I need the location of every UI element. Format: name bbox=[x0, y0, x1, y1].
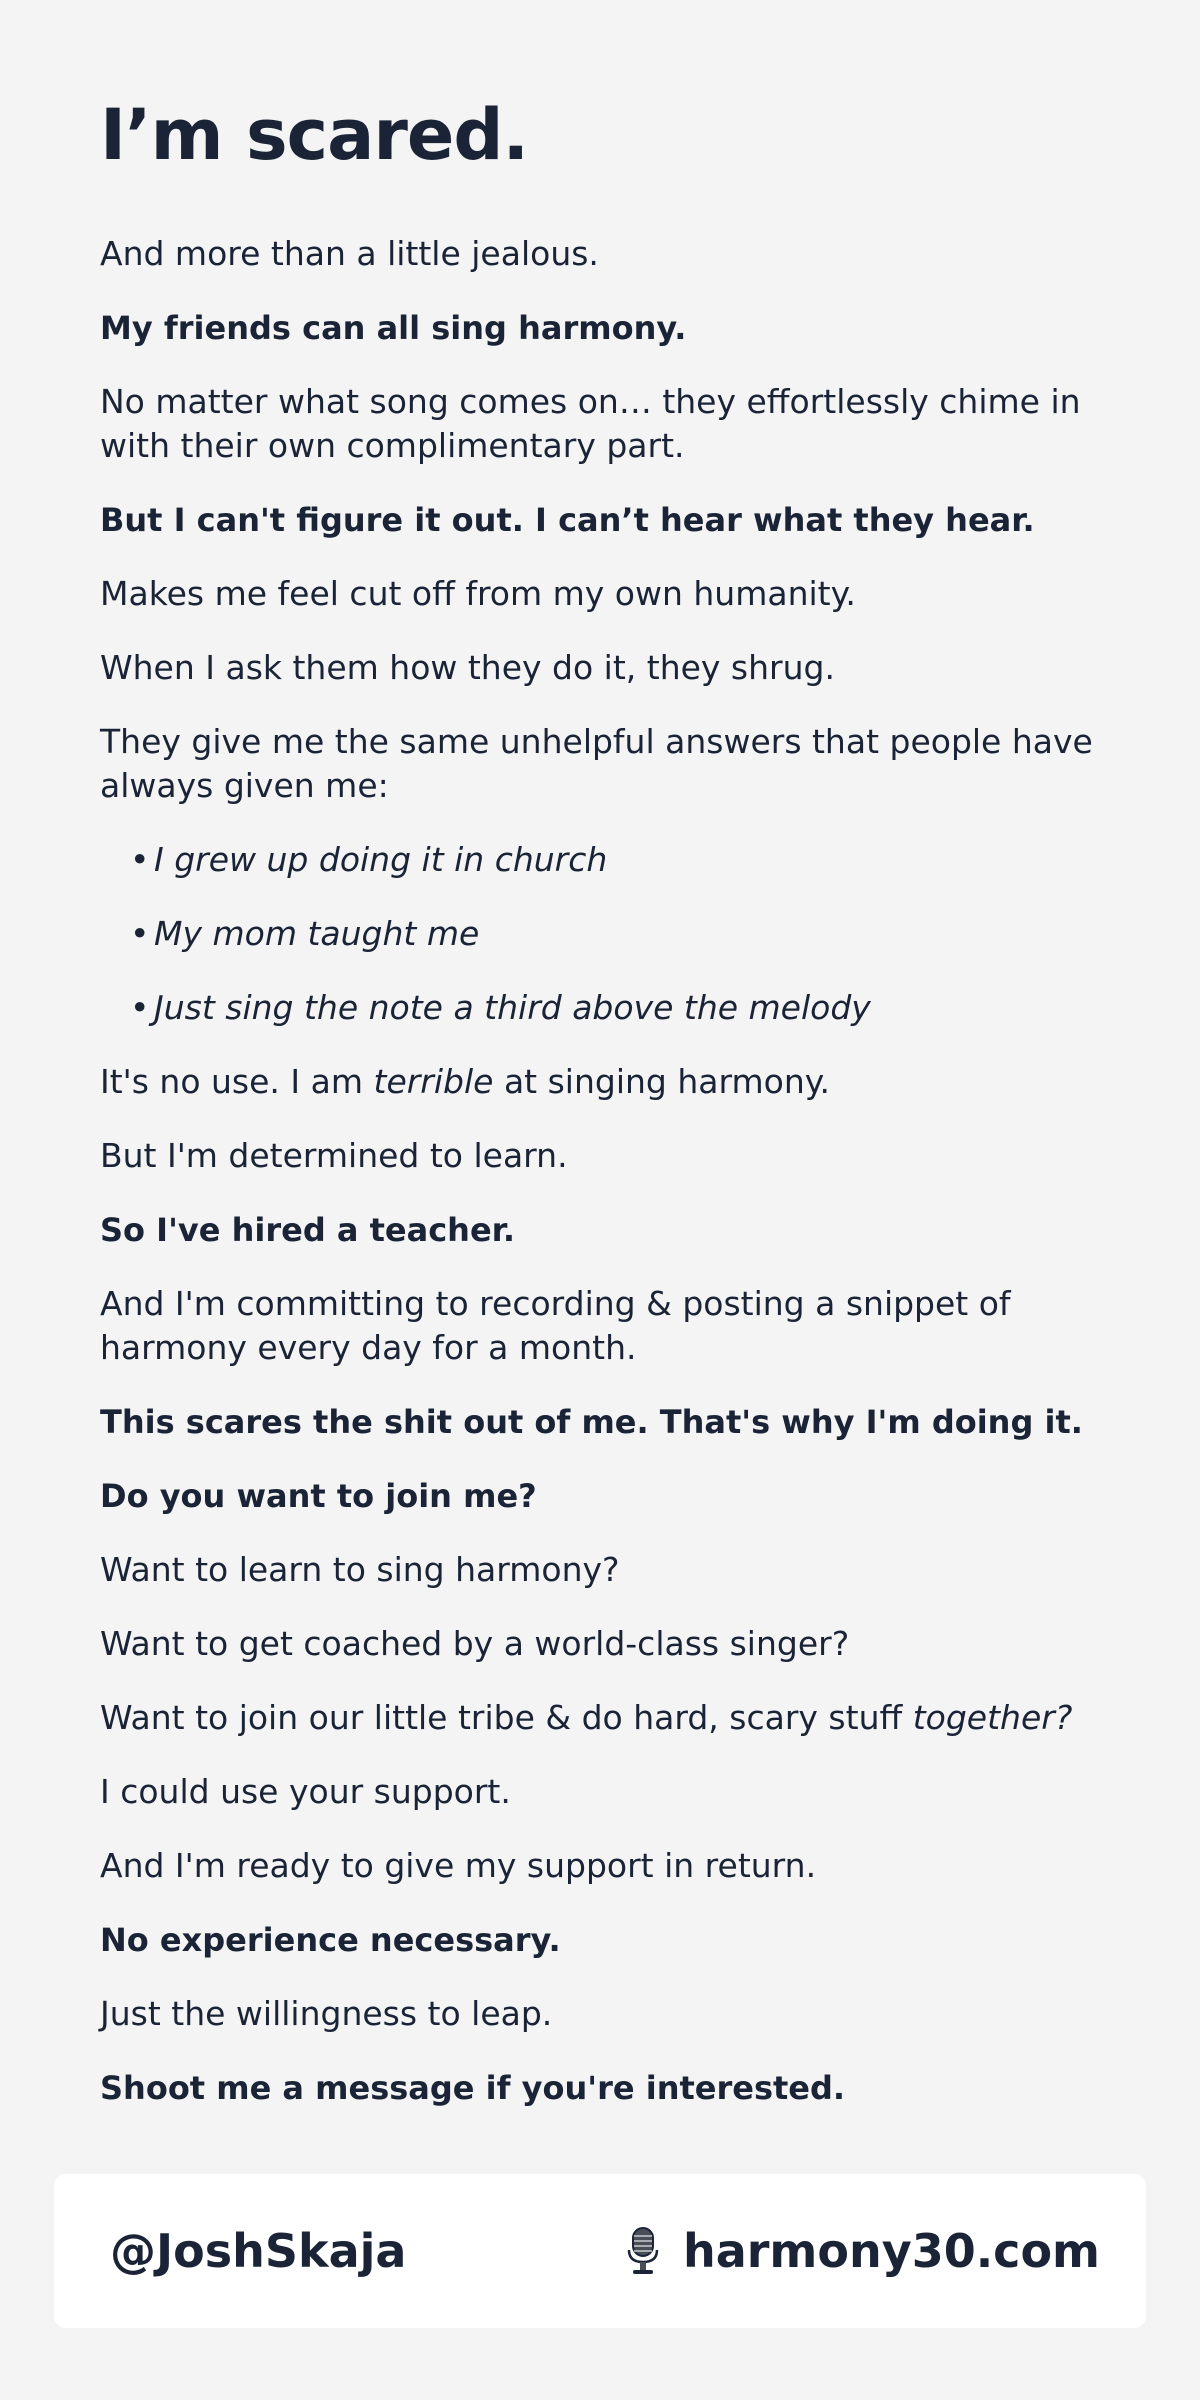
paragraph-jealous: And more than a little jealous. bbox=[100, 233, 599, 273]
paragraph-no-use bbox=[100, 1060, 1120, 1104]
bullet-marker: • bbox=[130, 839, 150, 879]
paragraph-they-shrug: When I ask them how they do it, they shrug. bbox=[100, 647, 835, 687]
paragraph-cant-figure: But I can't figure it out. I can’t hear what they hear. bbox=[100, 500, 1035, 539]
paragraph-no-experience: No experience necessary. bbox=[100, 1920, 561, 1959]
paragraph-tribe bbox=[100, 1696, 1120, 1740]
no-use-post: at singing harmony. bbox=[493, 1061, 831, 1101]
list-item bbox=[100, 838, 1120, 882]
paragraph-chime-in: No matter what song comes on… they effortlessly chime in with their own complimentary part. bbox=[100, 381, 1081, 465]
list-item bbox=[100, 912, 1120, 956]
list-item-text: Just sing the note a third above the melody bbox=[154, 987, 871, 1027]
paragraph-join-me: Do you want to join me? bbox=[100, 1476, 537, 1515]
paragraph-hired-teacher: So I've hired a teacher. bbox=[100, 1210, 516, 1249]
paragraph-willingness: Just the willingness to leap. bbox=[100, 1993, 553, 2033]
paragraph-scares-me: This scares the shit out of me. That's why I'm doing it. bbox=[100, 1402, 1083, 1441]
tribe-pre: Want to join our little tribe & do hard, scary stuff bbox=[100, 1697, 913, 1737]
answers-list bbox=[100, 838, 1120, 1030]
list-item-text: I grew up doing it in church bbox=[154, 839, 608, 879]
bullet-marker: • bbox=[130, 913, 150, 953]
article bbox=[100, 95, 1120, 2140]
paragraph-learn-harmony: Want to learn to sing harmony? bbox=[100, 1549, 620, 1589]
no-use-pre: It's no use. I am bbox=[100, 1061, 374, 1101]
list-item bbox=[100, 986, 1120, 1030]
no-use-emphasis: terrible bbox=[373, 1061, 494, 1101]
paragraph-support-return: And I'm ready to give my support in return. bbox=[100, 1845, 817, 1885]
page-title: I’m scared. bbox=[100, 94, 529, 176]
site-label[interactable]: harmony30.com bbox=[682, 2224, 1100, 2278]
paragraph-committing: And I'm committing to recording & posting a snippet of harmony every day for a month. bbox=[100, 1283, 1011, 1367]
list-item-text: My mom taught me bbox=[154, 913, 480, 953]
author-handle: @JoshSkaja bbox=[110, 2224, 407, 2278]
site-link[interactable] bbox=[625, 2224, 1100, 2278]
paragraph-cut-off: Makes me feel cut off from my own humanity. bbox=[100, 573, 856, 613]
microphone-icon bbox=[625, 2226, 661, 2276]
tribe-emphasis: together? bbox=[912, 1697, 1073, 1737]
paragraph-support: I could use your support. bbox=[100, 1771, 511, 1811]
paragraph-message-me: Shoot me a message if you're interested. bbox=[100, 2068, 846, 2107]
paragraph-unhelpful-answers: They give me the same unhelpful answers that people have always given me: bbox=[100, 721, 1093, 805]
paragraph-coached: Want to get coached by a world-class singer? bbox=[100, 1623, 850, 1663]
footer-card bbox=[54, 2174, 1146, 2328]
bullet-marker: • bbox=[130, 987, 150, 1027]
paragraph-determined: But I'm determined to learn. bbox=[100, 1135, 568, 1175]
paragraph-friends-harmony: My friends can all sing harmony. bbox=[100, 308, 687, 347]
